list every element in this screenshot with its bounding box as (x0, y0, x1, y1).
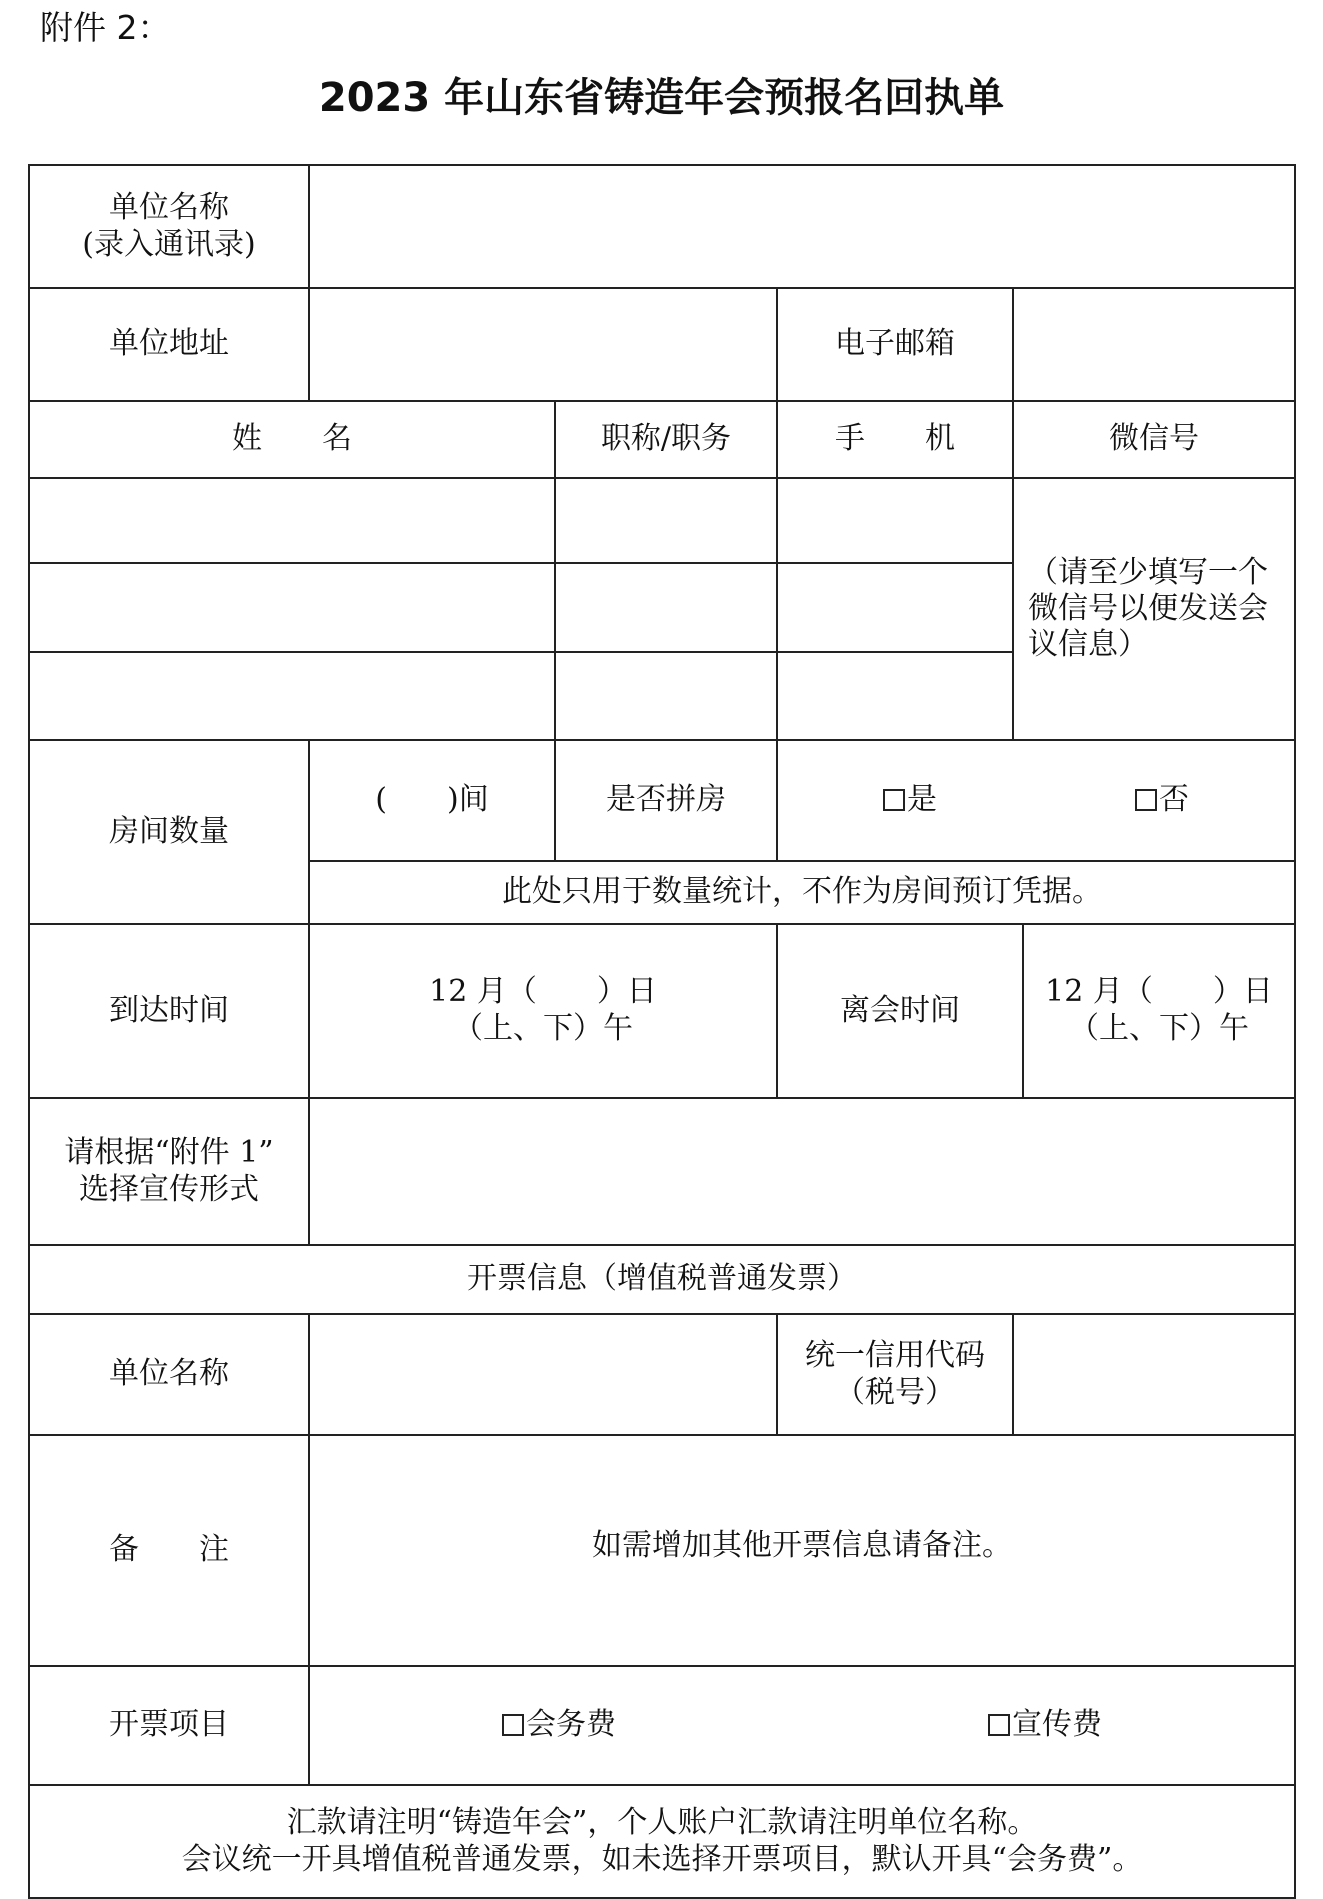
attachment-label: 附件 2： (40, 8, 171, 47)
departure-time-field[interactable] (1023, 924, 1295, 1098)
unit-address-field[interactable] (309, 288, 777, 401)
room-count-label: 房间数量 (29, 740, 309, 924)
participant-name-field[interactable] (29, 478, 555, 563)
share-room-no-label: 否 (1159, 782, 1189, 818)
promotion-field[interactable] (309, 1098, 1295, 1245)
checkbox-icon[interactable] (1135, 789, 1157, 811)
invoice-unit-name-field[interactable] (309, 1314, 777, 1435)
unit-name-label-line1: 单位名称 (109, 189, 229, 225)
payment-notes (29, 1785, 1295, 1898)
participant-name-field[interactable] (29, 563, 555, 652)
departure-time-label: 离会时间 (777, 924, 1023, 1098)
participant-title-field[interactable] (555, 478, 777, 563)
checkbox-icon[interactable] (502, 1714, 524, 1736)
departure-period: （上、下）午 (1069, 1011, 1249, 1046)
column-header-title: 职称/职务 (555, 401, 777, 478)
credit-code-label-line2: （税号） (835, 1374, 955, 1410)
share-room-yes-option[interactable] (883, 782, 937, 819)
registration-form-table (28, 164, 1296, 1899)
invoice-section-header: 开票信息（增值税普通发票） (29, 1245, 1295, 1314)
participant-name-field[interactable] (29, 652, 555, 740)
page-title: 2023 年山东省铸造年会预报名回执单 (318, 75, 1005, 121)
invoice-items-label: 开票项目 (29, 1666, 309, 1785)
unit-name-field[interactable] (309, 165, 1295, 288)
remarks-note: 如需增加其他开票信息请备注。 (592, 1528, 1012, 1564)
departure-date: 12 月（ ）日 (1045, 974, 1273, 1010)
invoice-items-options (309, 1666, 1295, 1785)
participant-mobile-field[interactable] (777, 563, 1013, 652)
credit-code-label (777, 1314, 1013, 1435)
share-room-options (777, 740, 1295, 861)
room-count-field[interactable]: ( )间 (309, 740, 555, 861)
arrival-time-label: 到达时间 (29, 924, 309, 1098)
unit-name-label (29, 165, 309, 288)
checkbox-icon[interactable] (988, 1714, 1010, 1736)
email-label: 电子邮箱 (777, 288, 1013, 401)
promotion-fee-option[interactable] (988, 1707, 1102, 1744)
share-room-yes-label: 是 (907, 782, 937, 818)
credit-code-field[interactable] (1013, 1314, 1295, 1435)
payment-note-line1: 汇款请注明“铸造年会”，个人账户汇款请注明单位名称。 (286, 1804, 1038, 1840)
column-header-name: 姓 名 (29, 401, 555, 478)
arrival-period: （上、下）午 (453, 1011, 633, 1046)
wechat-field[interactable] (1013, 478, 1295, 740)
remarks-label: 备 注 (29, 1435, 309, 1666)
participant-title-field[interactable] (555, 563, 777, 652)
promotion-fee-label: 宣传费 (1012, 1707, 1102, 1743)
arrival-date: 12 月（ ）日 (429, 974, 657, 1010)
meeting-fee-option[interactable] (502, 1707, 616, 1744)
column-header-wechat: 微信号 (1013, 401, 1295, 478)
participant-mobile-field[interactable] (777, 652, 1013, 740)
unit-name-label-line2: (录入通讯录) (82, 226, 256, 262)
payment-note-line2: 会议统一开具增值税普通发票，如未选择开票项目，默认开具“会务费”。 (181, 1841, 1143, 1877)
promotion-label (29, 1098, 309, 1245)
unit-address-label: 单位地址 (29, 288, 309, 401)
participant-mobile-field[interactable] (777, 478, 1013, 563)
share-room-label: 是否拼房 (555, 740, 777, 861)
wechat-note: （请至少填写一个微信号以便发送会议信息） (1028, 555, 1268, 662)
email-field[interactable] (1013, 288, 1295, 401)
room-note: 此处只用于数量统计，不作为房间预订凭据。 (309, 861, 1295, 924)
column-header-mobile: 手 机 (777, 401, 1013, 478)
share-room-no-option[interactable] (1135, 782, 1189, 819)
promotion-label-line1: 请根据“附件 1” (64, 1134, 274, 1170)
remarks-field[interactable] (309, 1435, 1295, 1666)
invoice-unit-name-label: 单位名称 (29, 1314, 309, 1435)
meeting-fee-label: 会务费 (526, 1707, 616, 1743)
arrival-time-field[interactable] (309, 924, 777, 1098)
participant-title-field[interactable] (555, 652, 777, 740)
credit-code-label-line1: 统一信用代码 (805, 1337, 985, 1373)
promotion-label-line2: 选择宣传形式 (79, 1171, 259, 1207)
checkbox-icon[interactable] (883, 789, 905, 811)
